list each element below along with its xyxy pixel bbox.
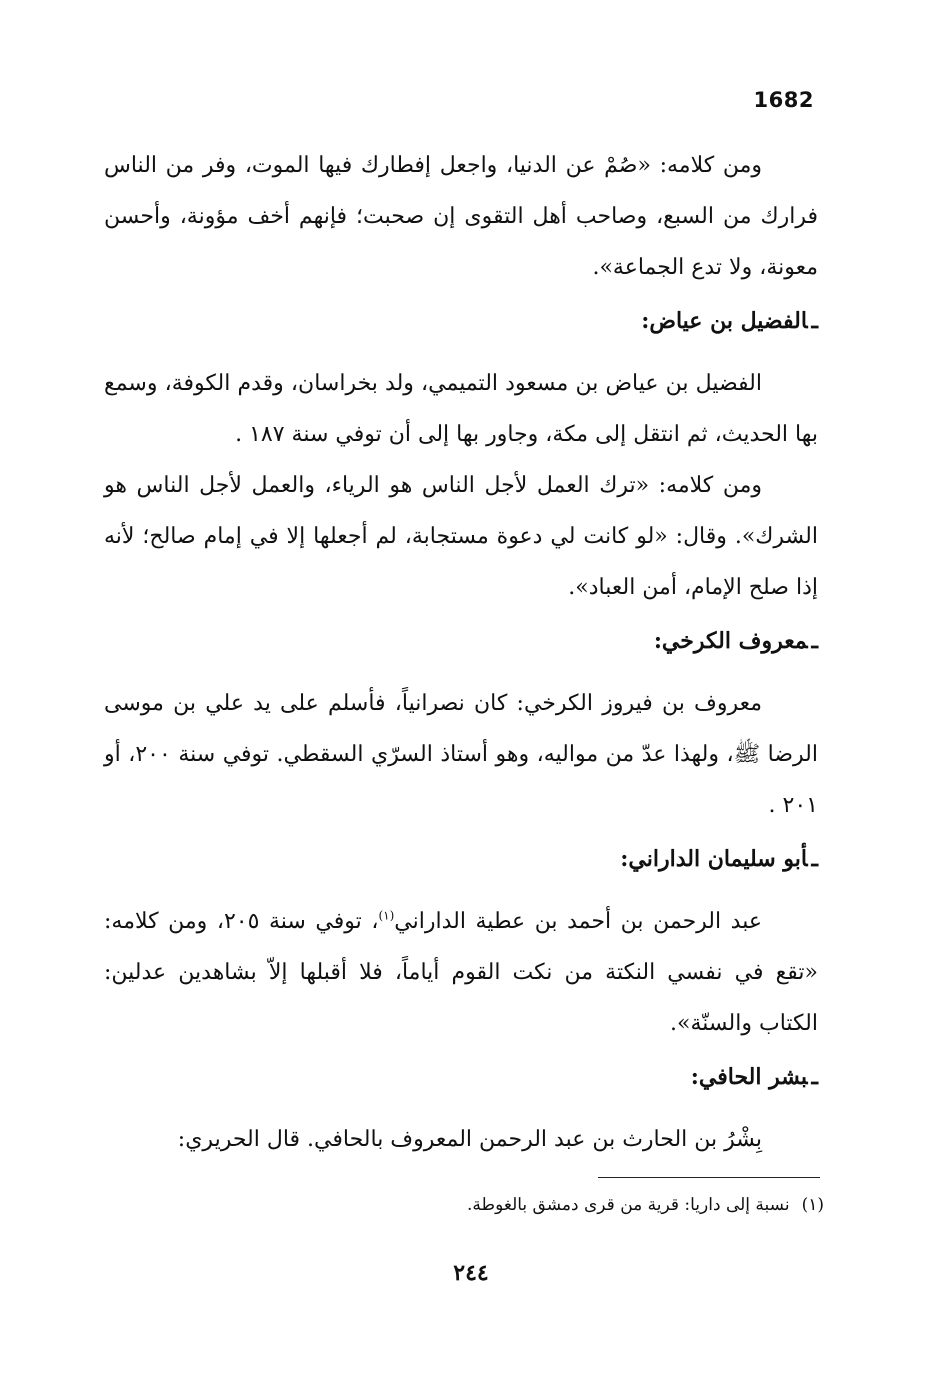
section-heading-darani (104, 832, 818, 890)
heading-text: معروف الكرخي: (653, 628, 808, 654)
heading-text: بشر الحافي: (690, 1064, 808, 1090)
footnote (467, 1191, 824, 1219)
paragraph: بِشْرُ بن الحارث بن عبد الرحمن المعروف بالحافي. قال الحريري: (177, 1127, 762, 1152)
paragraph: ومن كلامه: «صُمْ عن الدنيا، واجعل إفطارك فيها الموت، وفر من الناس فرارك من السبع، وصاحب أهل التقوى إن صحبت؛ فإنهم أخف مؤونة، وأحسن معونة، ولا تدع الجماعة». (104, 153, 818, 280)
paragraph: ومن كلامه: «ترك العمل لأجل الناس هو الرياء، والعمل لأجل الناس هو الشرك». وقال: «لو كانت لي دعوة مستجابة، لم أجعلها إلا في إمام صالح؛ لأنه إذا صلح الإمام، أمن العباد». (104, 473, 818, 600)
footnote-number: (١) (801, 1195, 824, 1215)
paragraph: معروف بن فيروز الكرخي: كان نصرانياً، فأسلم على يد علي بن موسى الرضا ﷺ، ولهذا عدّ من مواليه، وهو أستاذ السرّي السقطي. توفي سنة ٢٠٠، أو ٢٠١ . (104, 691, 818, 818)
footnote-separator (598, 1177, 820, 1178)
heading-dash: ـ (811, 846, 818, 872)
heading-dash: ـ (811, 1064, 818, 1090)
heading-text: الفضيل بن عياض: (641, 308, 808, 334)
footnote-text: نسبة إلى داريا: قرية من قرى دمشق بالغوطة. (467, 1195, 790, 1215)
footnote-reference: (١) (378, 908, 395, 923)
paragraph (104, 896, 818, 1049)
top-page-number: 1682 (753, 88, 814, 112)
section-heading-fudayl (104, 294, 818, 352)
paragraph: الفضيل بن عياض بن مسعود التميمي، ولد بخراسان، وقدم الكوفة، وسمع بها الحديث، ثم انتقل إلى مكة، وجاور بها إلى أن توفي سنة ١٨٧ . (104, 371, 818, 447)
section-heading-bishr (104, 1050, 818, 1108)
heading-dash: ـ (811, 628, 818, 654)
heading-dash: ـ (811, 308, 818, 334)
paragraph-text: عبد الرحمن بن أحمد بن عطية الداراني (394, 909, 762, 934)
page-number: ٢٤٤ (453, 1260, 489, 1286)
main-text (104, 140, 818, 1165)
paragraph-text: ، توفي سنة ٢٠٥، ومن كلامه: «تقع في نفسي النكتة من نكت القوم أياماً، فلا أقبلها إلاّ بشاهدين عدلين: الكتاب والسنّة». (104, 909, 818, 1036)
section-heading-maruf (104, 614, 818, 672)
heading-text: أبو سليمان الداراني: (620, 846, 808, 872)
